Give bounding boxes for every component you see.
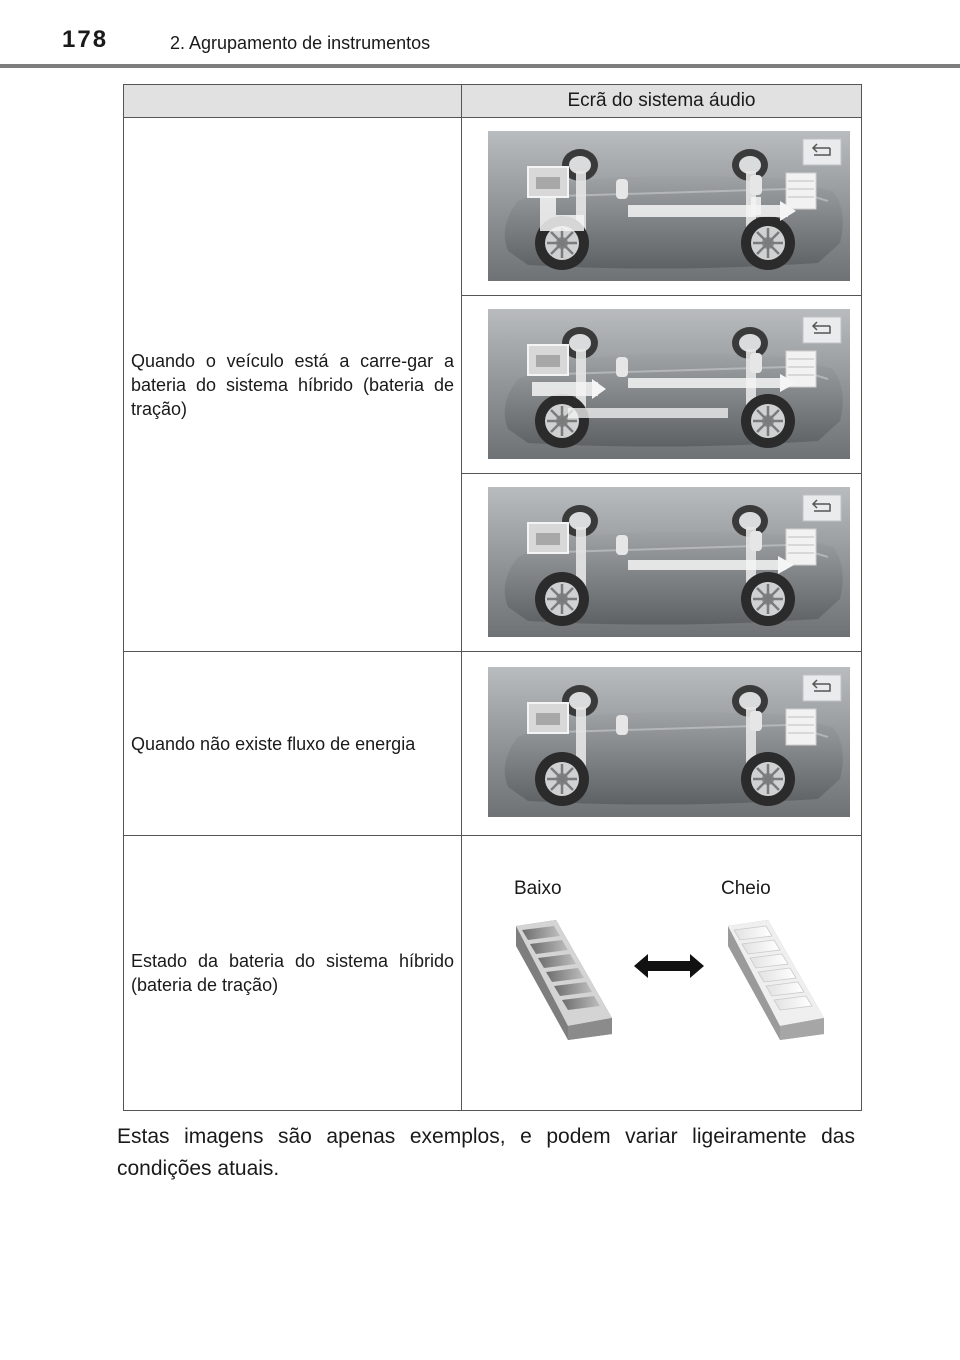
page-number: 178 [62,26,109,53]
screen-cell-charging-3 [462,474,862,652]
column-header: Ecrã do sistema áudio [462,85,862,118]
battery-full-icon [720,916,830,1044]
page-header [0,0,960,70]
header-rule [0,64,960,68]
table-row [124,118,862,296]
battery-state-cell [462,836,862,1111]
screen-cell-no-energy [462,652,862,836]
screen-cell-charging-1 [462,118,862,296]
row-label-battery-state: Estado da bateria do sistema híbrido (bateria de tração) [124,836,462,1111]
table-row [124,836,862,1111]
table-row [124,652,862,836]
no-energy-screen-image [488,667,850,817]
battery-full-label: Cheio [721,878,771,899]
screen-cell-charging-2 [462,296,862,474]
double-arrow-icon [634,954,704,978]
table-header-row [124,85,862,118]
row-label-charging: Quando o veículo está a carre-gar a bateria do sistema híbrido (bateria de tração) [124,118,462,652]
chapter-title: 2. Agrupamento de instrumentos [170,33,431,53]
battery-low-label: Baixo [514,878,562,899]
charging-screen-image [488,309,850,459]
empty-header-cell [124,85,462,118]
footnote: Estas imagens são apenas exemplos, e podem variar ligeiramente das condições atuais. [117,1125,855,1180]
charging-screen-image [488,131,850,281]
charging-screen-image [488,487,850,637]
battery-low-icon [508,916,618,1044]
audio-screen-table [123,84,862,1111]
row-label-no-energy: Quando não existe fluxo de energia [124,652,462,836]
